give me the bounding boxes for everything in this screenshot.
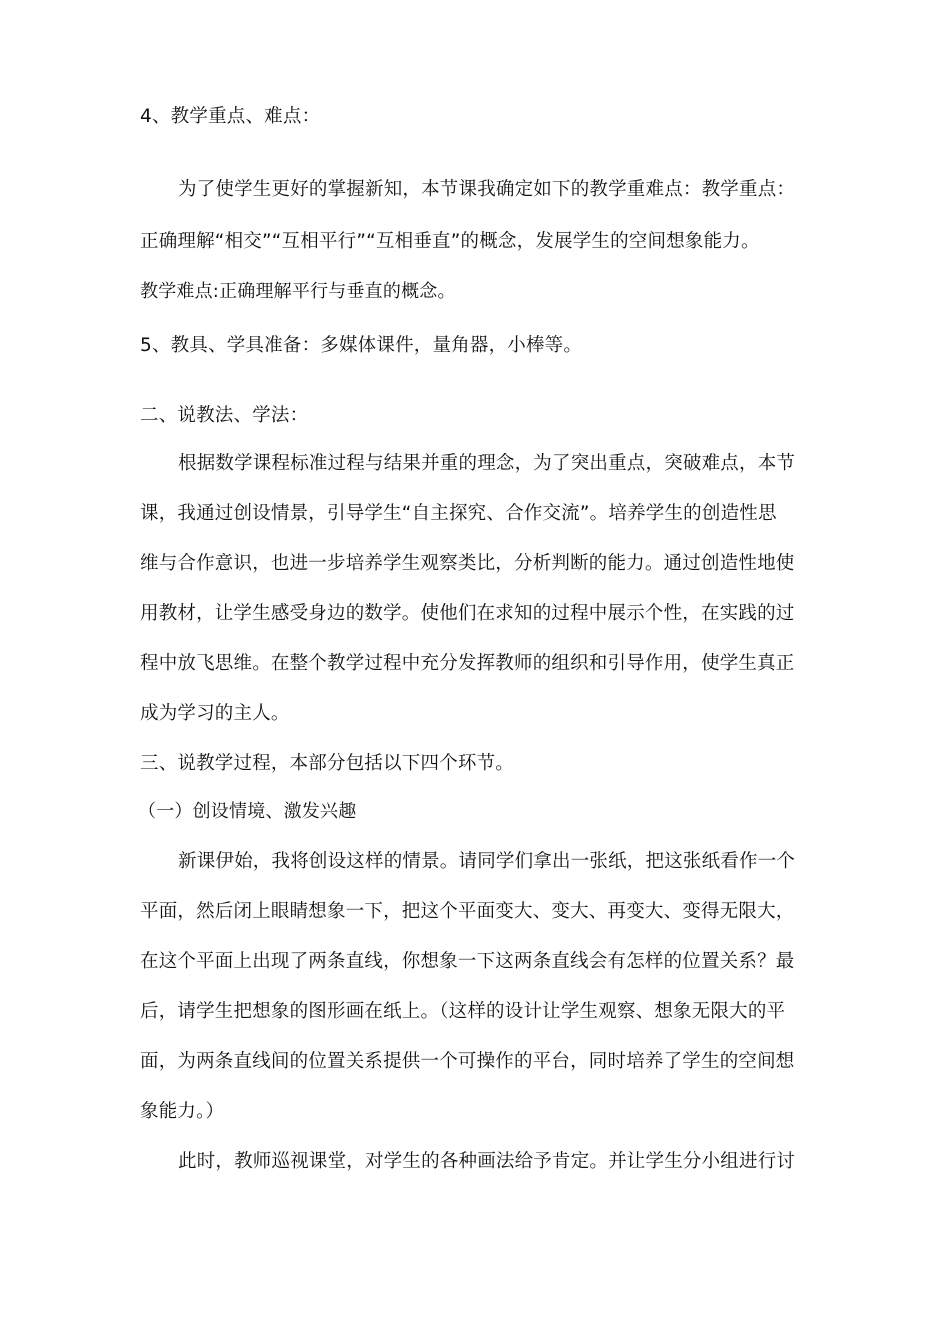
paragraph-line: 此时，教师巡视课堂，对学生的各种画法给予肯定。并让学生分小组进行讨 [178, 1151, 796, 1172]
paragraph-line: 面，为两条直线间的位置关系提供一个可操作的平台，同时培养了学生的空间想 [140, 1051, 795, 1072]
heading-materials: 5、教具、学具准备：多媒体课件，量角器，小棒等。 [140, 335, 583, 356]
heading-process: 三、说教学过程，本部分包括以下四个环节。 [140, 753, 515, 774]
paragraph-line: 程中放飞思维。在整个教学过程中充分发挥教师的组织和引导作用，使学生真正 [140, 653, 795, 674]
paragraph-line: 正确理解“相交”“互相平行”“互相垂直”的概念，发展学生的空间想象能力。 [140, 231, 760, 252]
paragraph-line: 后，请学生把想象的图形画在纸上。（这样的设计让学生观察、想象无限大的平 [140, 1001, 786, 1022]
paragraph-line: 维与合作意识，也进一步培养学生观察类比，分析判断的能力。通过创造性地使 [140, 553, 795, 574]
paragraph-line: 成为学习的主人。 [140, 703, 290, 724]
paragraph-line: 教学难点:正确理解平行与垂直的概念。 [140, 281, 456, 302]
heading-methods: 二、说教法、学法： [140, 405, 309, 426]
subheading-situation: （一）创设情境、激发兴趣 [138, 801, 357, 822]
paragraph-line: 根据数学课程标准过程与结果并重的理念，为了突出重点，突破难点，本节 [178, 453, 796, 474]
heading-key-points: 4、教学重点、难点： [140, 106, 321, 127]
paragraph-line: 平面，然后闭上眼睛想象一下，把这个平面变大、变大、再变大、变得无限大， [140, 901, 795, 922]
paragraph-line: 课，我通过创设情景，引导学生“自主探究、合作交流”。培养学生的创造性思 [140, 503, 777, 524]
paragraph-line: 为了使学生更好的掌握新知，本节课我确定如下的教学重难点：教学重点： [178, 179, 796, 200]
paragraph-line: 新课伊始，我将创设这样的情景。请同学们拿出一张纸，把这张纸看作一个 [178, 851, 796, 872]
paragraph-line: 用教材，让学生感受身边的数学。使他们在求知的过程中展示个性，在实践的过 [140, 603, 795, 624]
paragraph-line: 象能力。） [140, 1101, 225, 1122]
paragraph-line: 在这个平面上出现了两条直线，你想象一下这两条直线会有怎样的位置关系？最 [140, 951, 795, 972]
